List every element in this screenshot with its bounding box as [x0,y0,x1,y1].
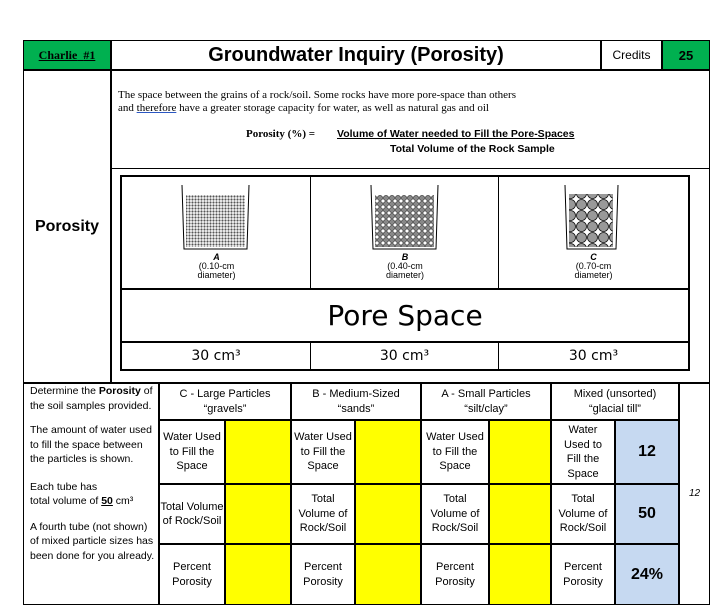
label-water-silt: Water Used to Fill the Space [421,420,489,484]
input-water-silt[interactable] [489,420,551,484]
credits-label: Credits [612,48,651,62]
input-percent-gravels[interactable] [225,544,291,605]
sample-b-caption: B (0.40-cm diameter) [385,252,424,280]
input-water-gravels[interactable] [225,420,291,484]
volume-c: 30 cm³ [568,348,619,364]
student-name: Charlie #1 [38,47,96,62]
credits-value: 25 [678,47,694,63]
volume-b: 30 cm³ [311,343,499,369]
pore-space-label: Pore Space [327,299,483,332]
instruction-4: A fourth tube (not shown) of mixed particle sizes has been done for you already. [30,520,155,562]
formula-lhs: Porosity (%) = [246,128,315,140]
credits-label-cell [601,40,662,70]
input-total-silt[interactable] [489,484,551,544]
header-silt-clay: A - Small Particles “silt/clay” [421,383,551,420]
page-title-cell [111,40,601,70]
input-water-sands[interactable] [355,420,421,484]
header-sands: B - Medium-Sized “sands” [291,383,421,420]
margin-note: 12 [689,488,701,499]
label-total-gravels: Total Volume of Rock/Soil [159,484,225,544]
input-percent-silt[interactable] [489,544,551,605]
intro-text: The space between the grains of a rock/soil. Some rocks have more pore-space than others and therefore have a greater storage capacity for water, as well as natural gas and oil [118,89,516,114]
porosity-figure [120,175,690,371]
label-water-mixed: Water Used to Fill the Space [551,420,615,484]
input-total-sands[interactable] [355,484,421,544]
label-percent-sands: Percent Porosity [291,544,355,605]
label-total-sands: Total Volume of Rock/Soil [291,484,355,544]
header-gravels: C - Large Particles “gravels” [159,383,291,420]
pore-space-band [122,288,688,343]
divider [111,168,710,169]
credits-value-cell [662,40,710,70]
sample-c-caption: C (0.70-cm diameter) [574,252,613,280]
label-water-gravels: Water Used to Fill the Space [159,420,225,484]
instruction-2: The amount of water used to fill the space between the particles is shown. [30,424,152,465]
input-percent-sands[interactable] [355,544,421,605]
sample-a-caption: A (0.10-cm diameter) [197,252,236,280]
instruction-1: Determine the Porosity of the soil samples provided. [30,385,153,412]
instructions-text [30,384,156,563]
formula-numerator: Volume of Water needed to Fill the Pore-Spaces [337,128,575,140]
value-total-mixed: 50 [615,484,679,544]
value-water-mixed: 12 [615,420,679,484]
page-title: Groundwater Inquiry (Porosity) [208,43,504,66]
formula-denominator: Total Volume of the Rock Sample [390,143,555,155]
side-label-cell [23,70,111,383]
volume-a: 30 cm³ [122,343,311,369]
input-total-gravels[interactable] [225,484,291,544]
label-total-mixed: Total Volume of Rock/Soil [551,484,615,544]
value-percent-mixed: 24% [615,544,679,605]
label-percent-mixed: Percent Porosity [551,544,615,605]
label-total-silt: Total Volume of Rock/Soil [421,484,489,544]
label-water-sands: Water Used to Fill the Space [291,420,355,484]
instruction-3: Each tube has total volume of 50 cm³ [30,480,134,507]
side-label: Porosity [34,217,99,235]
label-percent-silt: Percent Porosity [421,544,489,605]
label-percent-gravels: Percent Porosity [159,544,225,605]
student-name-cell [23,40,111,70]
header-glacial-till: Mixed (unsorted) “glacial till” [551,383,679,420]
